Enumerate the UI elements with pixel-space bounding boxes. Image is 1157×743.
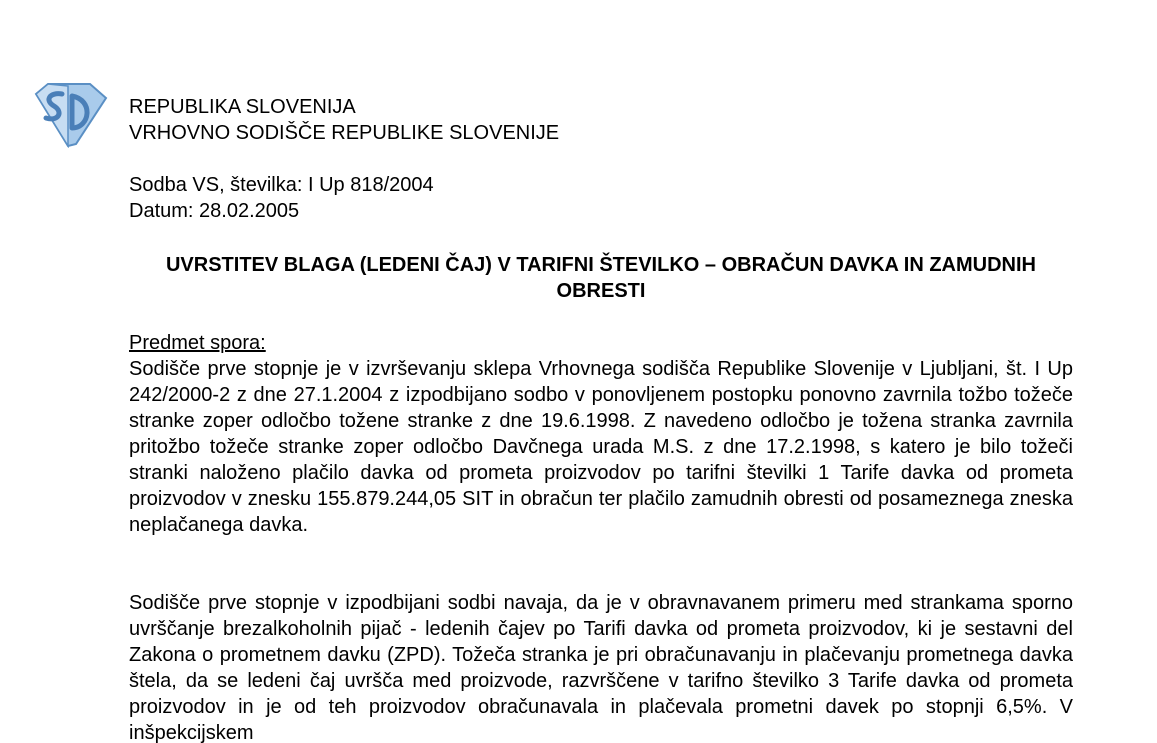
header-court: VRHOVNO SODIŠČE REPUBLIKE SLOVENIJE	[129, 122, 560, 144]
subject-heading: Predmet spora:	[129, 332, 266, 354]
paragraph-2: Sodišče prve stopnje v izpodbijani sodbi navaja, da je v obravnavanem primeru med strankama sporno uvrščanje brezalkoholnih pijač - ledenih čajev po Tarifi davka od prometa proizvodov, ki je sestavni del Zakona o prometnem davku (ZPD). Tožeča stranka je pri obračunavanju in plačevanju prometnega davka štela, da se ledeni čaj uvršča med proizvode, razvrščene v tarifno številko 3 Tarife davka od prometa proizvodov in je od teh proizvodov obračunavala in plačevala prometni davek po stopnji 6,5%. V inšpekcijskem	[129, 592, 1073, 743]
header-republic: REPUBLIKA SLOVENIJA	[129, 96, 356, 118]
court-emblem-icon	[28, 80, 110, 148]
case-number: Sodba VS, številka: I Up 818/2004	[129, 174, 434, 196]
document-title: UVRSTITEV BLAGA (LEDENI ČAJ) V TARIFNI ŠTEVILKO – OBRAČUN DAVKA IN ZAMUDNIH OBRESTI	[165, 254, 1036, 302]
paragraph-1: Sodišče prve stopnje je v izvrševanju sklepa Vrhovnega sodišča Republike Slovenije v Ljubljani, št. I Up 242/2000-2 z dne 27.1.2004 z izpodbijano sodbo v ponovljenem postopku ponovno zavrnila tožbo tožeče stranke zoper odločbo tožene stranke z dne 19.6.1998. Z navedeno odločbo je tožena stranka zavrnila pritožbo tožeče stranke zoper odločbo Davčnega urada M.S. z dne 17.2.1998, s katero je bilo tožeči stranki naloženo plačilo davka od prometa proizvodov po tarifni številki 1 Tarife davka od prometa proizvodov v znesku 155.879.244,05 SIT in obračun ter plačilo zamudnih obresti od posameznega zneska neplačanega davka.	[129, 358, 1073, 536]
case-date: Datum: 28.02.2005	[129, 200, 300, 222]
